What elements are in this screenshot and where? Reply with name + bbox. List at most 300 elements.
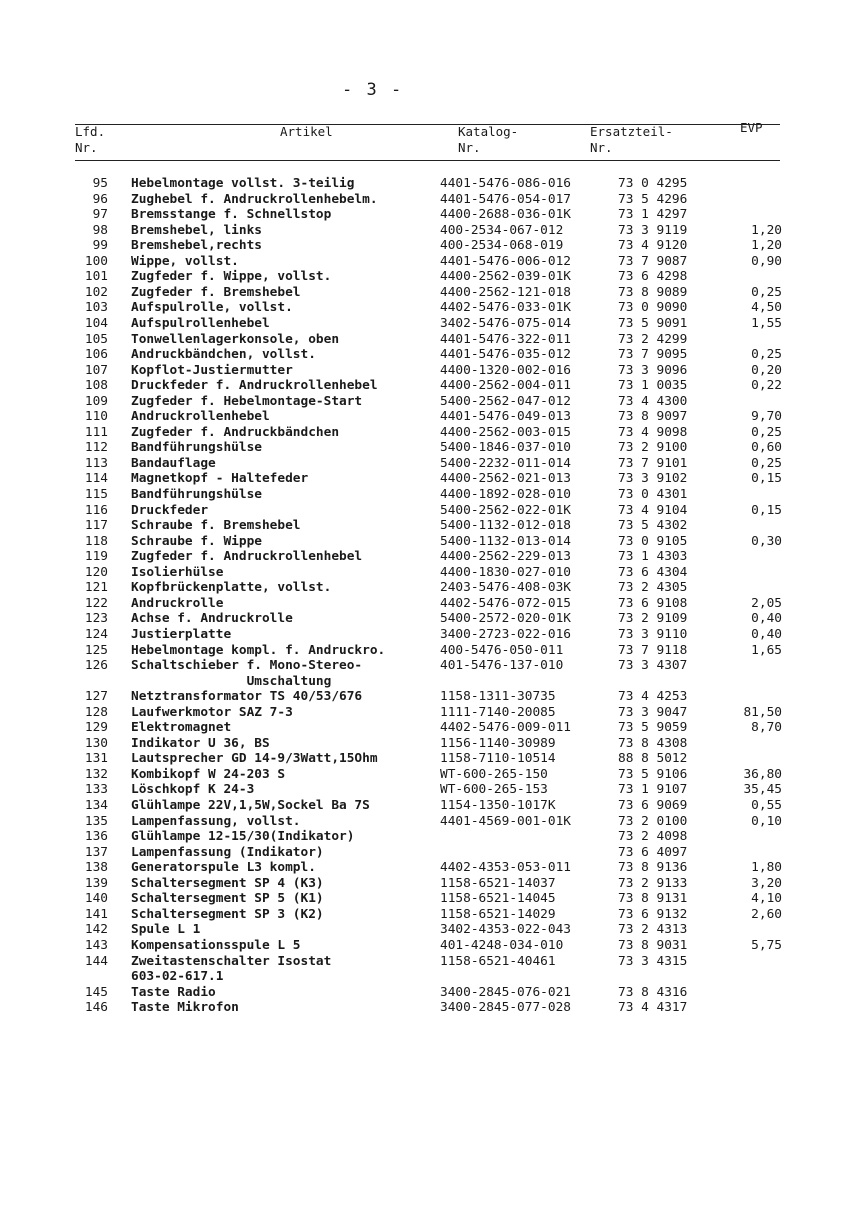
table-row — [0, 192, 847, 208]
row-artikel: Löschkopf K 24-3 — [131, 782, 255, 798]
row-ersatzteil-nr: 73 2 4313 — [618, 922, 688, 938]
row-number: 97 — [92, 207, 108, 223]
table-row — [0, 829, 847, 845]
table-row — [0, 876, 847, 892]
row-artikel: Zugfeder f. Hebelmontage-Start — [131, 393, 363, 409]
table-row — [0, 720, 847, 736]
row-ersatzteil-nr: 73 3 9047 — [618, 704, 688, 720]
row-katalog-nr: 3400-2845-077-028 — [440, 1000, 571, 1016]
row-number: 109 — [84, 393, 108, 409]
row-katalog-nr: 5400-2572-020-01K — [440, 611, 571, 627]
row-katalog-nr: 400-5476-050-011 — [440, 642, 564, 658]
row-number: 129 — [84, 720, 108, 736]
row-number: 141 — [84, 906, 108, 922]
row-evp: 4,50 — [751, 300, 782, 316]
row-katalog-nr: 1158-6521-14037 — [440, 875, 556, 891]
row-ersatzteil-nr: 73 8 4316 — [618, 984, 688, 1000]
row-artikel: Justierplatte — [131, 626, 232, 642]
row-number: 100 — [84, 253, 108, 269]
row-number: 96 — [92, 191, 108, 207]
row-ersatzteil-nr: 73 7 9087 — [618, 253, 688, 269]
row-ersatzteil-nr: 73 6 4097 — [618, 844, 688, 860]
row-ersatzteil-nr: 73 2 9109 — [618, 611, 688, 627]
row-ersatzteil-nr: 73 3 9110 — [618, 626, 688, 642]
row-artikel: Aufspulrollenhebel — [131, 315, 270, 331]
row-ersatzteil-nr: 73 5 4302 — [618, 518, 688, 534]
row-katalog-nr: 1154-1350-1017K — [440, 798, 556, 813]
row-evp: 0,40 — [751, 626, 782, 642]
table-row — [0, 798, 847, 814]
row-evp: 0,10 — [751, 813, 782, 829]
row-evp: 0,25 — [751, 347, 782, 363]
row-artikel: Magnetkopf - Haltefeder — [131, 471, 309, 487]
row-artikel: Zugfeder f. Andruckrollenhebel — [131, 549, 363, 565]
row-number: 117 — [84, 518, 108, 534]
table-row — [0, 503, 847, 519]
row-ersatzteil-nr: 73 1 0035 — [618, 378, 688, 394]
column-artikel: Artikel — [280, 124, 333, 139]
row-katalog-nr: 5400-2562-022-01K — [440, 502, 571, 518]
row-ersatzteil-nr: 73 4 9098 — [618, 424, 688, 440]
row-katalog-nr: 3402-5476-075-014 — [440, 315, 571, 331]
row-number: 146 — [84, 1000, 108, 1016]
row-artikel: Lampenfassung, vollst. — [131, 813, 301, 829]
row-artikel: Hebelmontage kompl. f. Andruckro. — [131, 642, 386, 658]
row-evp: 0,40 — [751, 611, 782, 627]
row-ersatzteil-nr: 73 8 4308 — [618, 735, 688, 751]
row-artikel: Isolierhülse — [131, 564, 224, 580]
row-katalog-nr: 3400-2845-076-021 — [440, 984, 571, 1000]
row-number: 108 — [84, 378, 108, 394]
row-artikel: Tonwellenlagerkonsole, oben — [131, 331, 340, 347]
row-katalog-nr: 4401-5476-035-012 — [440, 347, 571, 363]
row-artikel: Schaltersegment SP 3 (K2) — [131, 906, 324, 922]
row-ersatzteil-nr: 73 6 9132 — [618, 906, 688, 922]
row-ersatzteil-nr: 73 6 9108 — [618, 595, 688, 611]
row-evp: 4,10 — [751, 891, 782, 907]
table-row — [0, 689, 847, 705]
row-katalog-nr: 3402-4353-022-043 — [440, 922, 571, 938]
table-row — [0, 580, 847, 596]
row-artikel: Andruckrolle — [131, 595, 224, 611]
row-number: 114 — [84, 471, 108, 487]
table-row — [0, 409, 847, 425]
row-ersatzteil-nr: 73 6 9069 — [618, 798, 688, 813]
row-ersatzteil-nr: 73 0 9105 — [618, 533, 688, 549]
row-number: 137 — [84, 844, 108, 860]
row-number: 120 — [84, 564, 108, 580]
header-bottom-rule — [75, 160, 780, 161]
row-katalog-nr: 4402-4353-053-011 — [440, 860, 571, 876]
table-row — [0, 394, 847, 410]
row-ersatzteil-nr: 73 2 4098 — [618, 829, 688, 845]
row-number: 95 — [92, 176, 108, 191]
row-ersatzteil-nr: 73 7 9095 — [618, 347, 688, 363]
row-evp: 0,25 — [751, 455, 782, 471]
table-row — [0, 705, 847, 721]
row-number: 99 — [92, 238, 108, 254]
table-row — [0, 440, 847, 456]
row-number: 132 — [84, 766, 108, 782]
row-artikel: Spule L 1 — [131, 922, 201, 938]
table-row — [0, 565, 847, 581]
row-katalog-nr: 1158-6521-14045 — [440, 891, 556, 907]
row-evp: 5,75 — [751, 937, 782, 953]
row-ersatzteil-nr: 73 4 4300 — [618, 393, 688, 409]
row-artikel: Andruckrollenhebel — [131, 409, 270, 425]
row-evp: 0,90 — [751, 253, 782, 269]
row-ersatzteil-nr: 73 6 4304 — [618, 564, 688, 580]
table-row — [0, 627, 847, 643]
row-katalog-nr: 401-5476-137-010 — [440, 658, 564, 674]
row-katalog-nr: 1158-6521-14029 — [440, 906, 556, 922]
table-row — [0, 782, 847, 798]
row-number: 98 — [92, 222, 108, 238]
row-number: 116 — [84, 502, 108, 518]
row-katalog-nr: 4400-2562-229-013 — [440, 549, 571, 565]
row-artikel: Bremshebel,rechts — [131, 238, 262, 254]
row-katalog-nr: 4400-1830-027-010 — [440, 564, 571, 580]
row-katalog-nr: 4400-2562-039-01K — [440, 269, 571, 285]
row-number: 134 — [84, 798, 108, 813]
row-evp: 0,15 — [751, 471, 782, 487]
row-number: 121 — [84, 580, 108, 596]
row-katalog-nr: 1156-1140-30989 — [440, 735, 556, 751]
row-katalog-nr: 400-2534-068-019 — [440, 238, 564, 254]
row-artikel: Bandführungshülse — [131, 440, 262, 456]
row-artikel: Umschaltung — [131, 673, 332, 689]
row-number: 124 — [84, 626, 108, 642]
row-evp: 0,25 — [751, 284, 782, 300]
row-ersatzteil-nr: 73 2 9133 — [618, 875, 688, 891]
row-ersatzteil-nr: 73 2 4305 — [618, 580, 688, 596]
row-number: 106 — [84, 347, 108, 363]
row-number: 119 — [84, 549, 108, 565]
row-evp: 0,15 — [751, 502, 782, 518]
row-artikel: Schaltersegment SP 5 (K1) — [131, 891, 324, 907]
row-artikel: Bremsstange f. Schnellstop — [131, 207, 332, 223]
row-katalog-nr: WT-600-265-153 — [440, 782, 548, 798]
row-katalog-nr: 4401-5476-049-013 — [440, 409, 571, 425]
row-katalog-nr: 5400-2562-047-012 — [440, 393, 571, 409]
row-ersatzteil-nr: 73 1 4297 — [618, 207, 688, 223]
row-katalog-nr: 4400-2688-036-01K — [440, 207, 571, 223]
table-row — [0, 238, 847, 254]
table-row — [0, 471, 847, 487]
column-lfd-nr: Lfd. Nr. — [75, 124, 106, 155]
row-artikel: Hebelmontage vollst. 3-teilig — [131, 176, 355, 191]
row-katalog-nr: 5400-1846-037-010 — [440, 440, 571, 456]
row-evp: 1,20 — [751, 222, 782, 238]
row-katalog-nr: 5400-1132-012-018 — [440, 518, 571, 534]
row-artikel: Indikator U 36, BS — [131, 735, 270, 751]
table-row — [0, 223, 847, 239]
row-katalog-nr: 4401-5476-086-016 — [440, 176, 571, 191]
table-row — [0, 456, 847, 472]
row-katalog-nr: 4400-2562-121-018 — [440, 284, 571, 300]
row-katalog-nr: 1158-6521-40461 — [440, 953, 556, 969]
table-row — [0, 938, 847, 954]
row-number: 143 — [84, 937, 108, 953]
table-header — [75, 120, 780, 160]
row-number: 131 — [84, 751, 108, 767]
row-artikel: Schaltschieber f. Mono-Stereo- — [131, 658, 363, 674]
row-ersatzteil-nr: 73 2 0100 — [618, 813, 688, 829]
row-artikel: Druckfeder f. Andruckrollenhebel — [131, 378, 378, 394]
table-row — [0, 674, 847, 690]
row-katalog-nr: 4401-4569-001-01K — [440, 813, 571, 829]
row-artikel: Zugfeder f. Bremshebel — [131, 284, 301, 300]
table-row — [0, 907, 847, 923]
row-number: 145 — [84, 984, 108, 1000]
row-number: 102 — [84, 284, 108, 300]
row-artikel: Bandführungshülse — [131, 487, 262, 502]
row-katalog-nr: 4401-5476-006-012 — [440, 253, 571, 269]
table-row — [0, 254, 847, 270]
row-ersatzteil-nr: 73 4 4253 — [618, 689, 688, 705]
row-ersatzteil-nr: 73 8 9031 — [618, 937, 688, 953]
row-artikel: Zugfeder f. Wippe, vollst. — [131, 269, 332, 285]
row-katalog-nr: 4401-5476-322-011 — [440, 331, 571, 347]
row-ersatzteil-nr: 73 3 9096 — [618, 362, 688, 378]
row-ersatzteil-nr: 73 3 4307 — [618, 658, 688, 674]
row-artikel: Kopfbrückenplatte, vollst. — [131, 580, 332, 596]
table-row — [0, 860, 847, 876]
table-row — [0, 611, 847, 627]
row-number: 128 — [84, 704, 108, 720]
row-number: 130 — [84, 735, 108, 751]
row-ersatzteil-nr: 73 3 9102 — [618, 471, 688, 487]
table-row — [0, 378, 847, 394]
row-number: 105 — [84, 331, 108, 347]
row-artikel: Generatorspule L3 kompl. — [131, 860, 316, 876]
row-evp: 36,80 — [743, 766, 782, 782]
row-number: 136 — [84, 829, 108, 845]
row-evp: 35,45 — [743, 782, 782, 798]
row-ersatzteil-nr: 73 7 9101 — [618, 455, 688, 471]
row-katalog-nr: 5400-2232-011-014 — [440, 455, 571, 471]
row-artikel: Bremshebel, links — [131, 222, 262, 238]
row-evp: 3,20 — [751, 875, 782, 891]
row-number: 103 — [84, 300, 108, 316]
table-row — [0, 985, 847, 1001]
row-ersatzteil-nr: 73 8 9131 — [618, 891, 688, 907]
row-katalog-nr: 5400-1132-013-014 — [440, 533, 571, 549]
row-number: 133 — [84, 782, 108, 798]
row-evp: 81,50 — [743, 704, 782, 720]
row-artikel: Kopflot-Justiermutter — [131, 362, 293, 378]
row-katalog-nr: 400-2534-067-012 — [440, 222, 564, 238]
row-artikel: Glühlampe 12-15/30(Indikator) — [131, 829, 355, 845]
row-evp: 1,80 — [751, 860, 782, 876]
row-ersatzteil-nr: 73 0 4301 — [618, 487, 688, 502]
row-number: 122 — [84, 595, 108, 611]
row-number: 104 — [84, 315, 108, 331]
row-katalog-nr: WT-600-265-150 — [440, 766, 548, 782]
table-row — [0, 751, 847, 767]
table-row — [0, 332, 847, 348]
row-ersatzteil-nr: 73 2 9100 — [618, 440, 688, 456]
row-evp: 9,70 — [751, 409, 782, 425]
table-row — [0, 596, 847, 612]
table-row — [0, 363, 847, 379]
row-ersatzteil-nr: 73 5 9091 — [618, 315, 688, 331]
row-katalog-nr: 1158-1311-30735 — [440, 689, 556, 705]
table-row — [0, 845, 847, 861]
row-evp: 0,30 — [751, 533, 782, 549]
table-row — [0, 767, 847, 783]
row-ersatzteil-nr: 73 5 9059 — [618, 720, 688, 736]
row-evp: 1,55 — [751, 315, 782, 331]
row-artikel: Glühlampe 22V,1,5W,Sockel Ba 7S — [131, 798, 370, 813]
row-artikel: Netztransformator TS 40/53/676 — [131, 689, 363, 705]
row-katalog-nr: 4402-5476-072-015 — [440, 595, 571, 611]
row-number: 112 — [84, 440, 108, 456]
row-artikel: Bandauflage — [131, 455, 216, 471]
row-number: 123 — [84, 611, 108, 627]
table-row — [0, 534, 847, 550]
row-evp: 0,60 — [751, 440, 782, 456]
row-katalog-nr: 401-4248-034-010 — [440, 937, 564, 953]
column-ersatzteil-nr: Ersatzteil- Nr. — [590, 124, 673, 155]
table-row — [0, 176, 847, 192]
table-row — [0, 300, 847, 316]
row-artikel: 603-02-617.1 — [131, 969, 224, 985]
row-number: 110 — [84, 409, 108, 425]
header-top-rule — [75, 124, 780, 125]
row-evp: 2,60 — [751, 906, 782, 922]
table-row — [0, 969, 847, 985]
table-row — [0, 518, 847, 534]
row-ersatzteil-nr: 73 0 4295 — [618, 176, 688, 191]
row-ersatzteil-nr: 73 7 9118 — [618, 642, 688, 658]
row-ersatzteil-nr: 73 2 4299 — [618, 331, 688, 347]
row-ersatzteil-nr: 73 8 9136 — [618, 860, 688, 876]
row-number: 118 — [84, 533, 108, 549]
row-artikel: Kombikopf W 24-203 S — [131, 766, 286, 782]
table-row — [0, 207, 847, 223]
row-katalog-nr: 4400-1892-028-010 — [440, 487, 571, 502]
row-artikel: Zugfeder f. Andruckbändchen — [131, 424, 340, 440]
table-row — [0, 643, 847, 659]
row-evp: 0,55 — [751, 798, 782, 813]
row-number: 144 — [84, 953, 108, 969]
row-artikel: Elektromagnet — [131, 720, 232, 736]
row-number: 126 — [84, 658, 108, 674]
row-evp: 2,05 — [751, 595, 782, 611]
table-row — [0, 736, 847, 752]
table-row — [0, 316, 847, 332]
row-katalog-nr: 2403-5476-408-03K — [440, 580, 571, 596]
table-row — [0, 1000, 847, 1016]
row-evp: 8,70 — [751, 720, 782, 736]
row-ersatzteil-nr: 73 3 9119 — [618, 222, 688, 238]
row-artikel: Wippe, vollst. — [131, 253, 239, 269]
row-artikel: Schraube f. Wippe — [131, 533, 262, 549]
row-evp: 0,20 — [751, 362, 782, 378]
row-ersatzteil-nr: 73 4 9120 — [618, 238, 688, 254]
row-evp: 0,25 — [751, 424, 782, 440]
table-row — [0, 285, 847, 301]
row-katalog-nr: 4402-5476-009-011 — [440, 720, 571, 736]
row-katalog-nr: 1158-7110-10514 — [440, 751, 556, 767]
row-katalog-nr: 4400-2562-004-011 — [440, 378, 571, 394]
row-artikel: Schraube f. Bremshebel — [131, 518, 301, 534]
row-katalog-nr: 4401-5476-054-017 — [440, 191, 571, 207]
row-artikel: Lampenfassung (Indikator) — [131, 844, 324, 860]
row-evp: 0,22 — [751, 378, 782, 394]
table-row — [0, 269, 847, 285]
row-katalog-nr: 4400-2562-021-013 — [440, 471, 571, 487]
row-artikel: Taste Mikrofon — [131, 1000, 239, 1016]
row-number: 113 — [84, 455, 108, 471]
row-ersatzteil-nr: 73 0 9090 — [618, 300, 688, 316]
table-row — [0, 891, 847, 907]
row-artikel: Druckfeder — [131, 502, 209, 518]
row-artikel: Zweitastenschalter Isostat — [131, 953, 332, 969]
table-row — [0, 549, 847, 565]
table-row — [0, 487, 847, 503]
row-artikel: Achse f. Andruckrolle — [131, 611, 293, 627]
column-katalog-nr: Katalog- Nr. — [458, 124, 519, 155]
row-ersatzteil-nr: 73 5 4296 — [618, 191, 688, 207]
row-artikel: Taste Radio — [131, 984, 216, 1000]
column-evp: EVP — [740, 120, 763, 135]
table-row — [0, 347, 847, 363]
row-artikel: Aufspulrolle, vollst. — [131, 300, 293, 316]
row-ersatzteil-nr: 73 3 4315 — [618, 953, 688, 969]
row-number: 111 — [84, 424, 108, 440]
row-ersatzteil-nr: 73 8 9089 — [618, 284, 688, 300]
row-number: 115 — [84, 487, 108, 502]
row-artikel: Schaltersegment SP 4 (K3) — [131, 875, 324, 891]
row-ersatzteil-nr: 73 8 9097 — [618, 409, 688, 425]
row-katalog-nr: 4402-5476-033-01K — [440, 300, 571, 316]
row-ersatzteil-nr: 73 4 4317 — [618, 1000, 688, 1016]
row-number: 140 — [84, 891, 108, 907]
row-katalog-nr: 4400-1320-002-016 — [440, 362, 571, 378]
row-number: 127 — [84, 689, 108, 705]
row-artikel: Kompensationsspule L 5 — [131, 937, 301, 953]
table-row — [0, 954, 847, 970]
row-artikel: Lautsprecher GD 14-9/3Watt,15Ohm — [131, 751, 378, 767]
row-number: 138 — [84, 860, 108, 876]
table-row — [0, 658, 847, 674]
row-number: 125 — [84, 642, 108, 658]
row-ersatzteil-nr: 73 1 4303 — [618, 549, 688, 565]
page-number: - 3 - — [342, 80, 404, 100]
row-number: 135 — [84, 813, 108, 829]
row-evp: 1,20 — [751, 238, 782, 254]
row-number: 101 — [84, 269, 108, 285]
row-artikel: Zughebel f. Andruckrollenhebelm. — [131, 191, 378, 207]
row-katalog-nr: 3400-2723-022-016 — [440, 626, 571, 642]
table-row — [0, 922, 847, 938]
row-number: 139 — [84, 875, 108, 891]
row-ersatzteil-nr: 73 4 9104 — [618, 502, 688, 518]
row-katalog-nr: 1111-7140-20085 — [440, 704, 556, 720]
table-row — [0, 814, 847, 830]
row-evp: 1,65 — [751, 642, 782, 658]
row-katalog-nr: 4400-2562-003-015 — [440, 424, 571, 440]
row-artikel: Andruckbändchen, vollst. — [131, 347, 316, 363]
row-ersatzteil-nr: 73 1 9107 — [618, 782, 688, 798]
row-ersatzteil-nr: 88 8 5012 — [618, 751, 688, 767]
row-ersatzteil-nr: 73 5 9106 — [618, 766, 688, 782]
row-number: 107 — [84, 362, 108, 378]
row-number: 142 — [84, 922, 108, 938]
row-artikel: Laufwerkmotor SAZ 7-3 — [131, 704, 293, 720]
